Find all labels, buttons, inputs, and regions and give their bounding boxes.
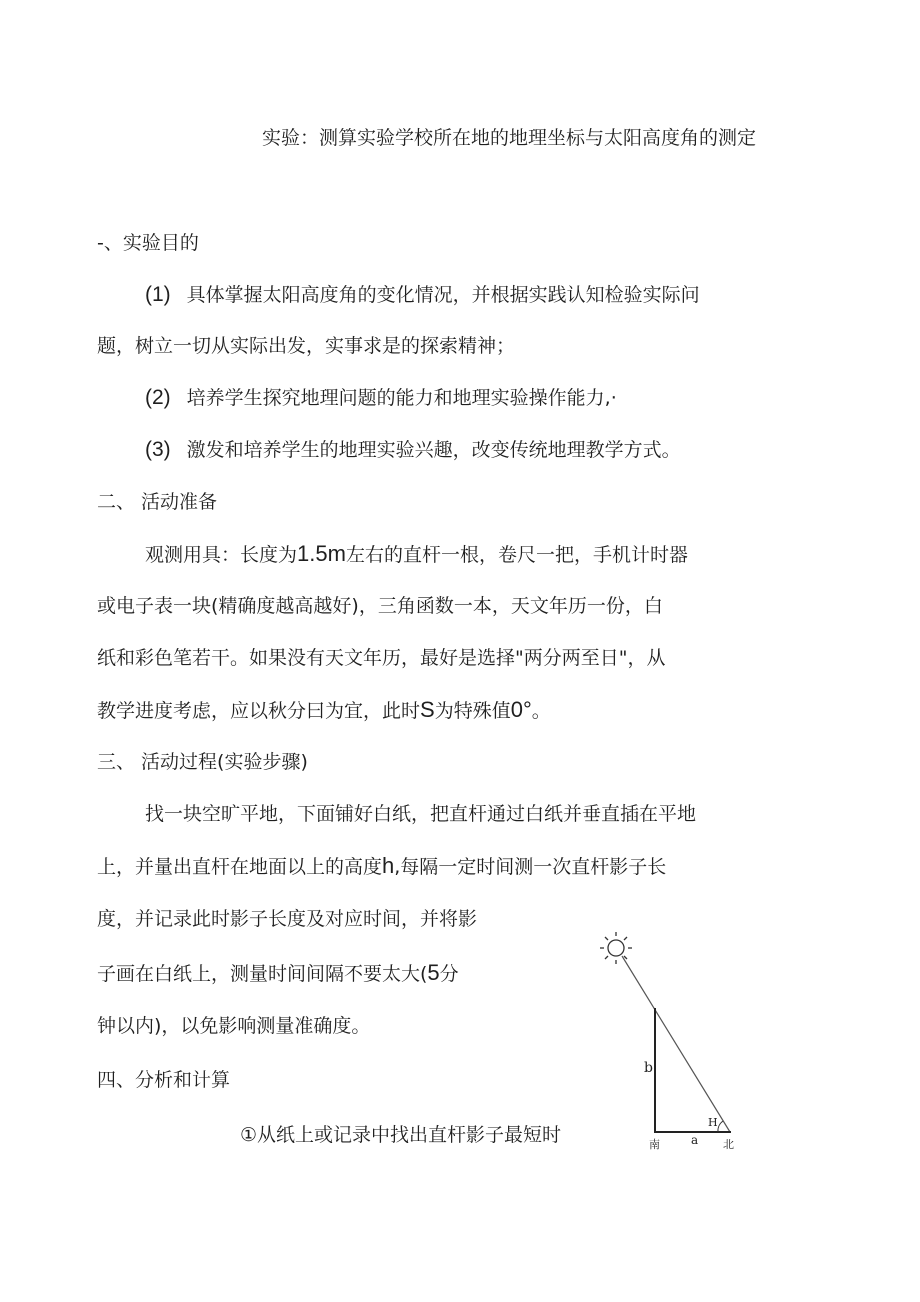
label-a: a xyxy=(691,1133,699,1147)
section3-heading: 三、 活动过程(实验步骤) xyxy=(97,751,308,773)
sun-angle-diagram xyxy=(588,926,748,1158)
label-b: b xyxy=(644,1060,653,1076)
section3-para-line4 xyxy=(97,960,459,987)
section2-para-line1 xyxy=(145,541,688,568)
interval-number: 5 xyxy=(427,960,440,985)
document-title: 实验：测算实验学校所在地的地理坐标与太阳高度角的测定 xyxy=(262,127,757,149)
interval-text-b: 分 xyxy=(439,963,459,985)
symbol-h: h xyxy=(382,853,395,878)
section2-para-line2: 或电子表一块(精确度越高越好)，三角函数一本，天文年历一份，白 xyxy=(97,595,663,617)
section2-para-line4 xyxy=(97,697,551,724)
date-text-c: 。 xyxy=(531,700,551,722)
item3-text: 激发和培养学生的地理实验兴趣，改变传统地理教学方式。 xyxy=(186,439,681,461)
section3-para-line5: 钟以内)，以免影响测量准确度。 xyxy=(97,1015,371,1037)
item3-number: (3) xyxy=(145,438,171,461)
angle-arc xyxy=(718,1121,723,1132)
date-text-a: 教学进度考虑，应以秋分曰为宜，此时 xyxy=(97,700,421,722)
item2-text: 培养学生探究地理问题的能力和地理实验操作能力,· xyxy=(186,387,617,409)
section1-item3 xyxy=(145,437,681,463)
section4-para-line1: ①从纸上或记录中找出直杆影子最短时 xyxy=(240,1124,562,1146)
height-text-a: 上，并量出直杆在地面以上的高度 xyxy=(97,856,383,878)
section1-item1-line2: 题，树立一切从实际出发，实事求是的探索精神； xyxy=(97,335,516,357)
special-value: 0° xyxy=(510,697,532,722)
label-south: 南 xyxy=(649,1138,660,1151)
height-text-b: ,每隔一定时间测一次直杆影子长 xyxy=(394,856,667,878)
section1-item2 xyxy=(145,385,617,411)
item1-number: (1) xyxy=(145,283,171,306)
sun-ray-line xyxy=(622,956,730,1132)
label-h: H xyxy=(708,1116,718,1129)
section2-para-line3: 纸和彩色笔若干。如果没有天文年历，最好是选择"两分两至日"，从 xyxy=(97,647,666,669)
section3-para-line1: 找一块空旷平地，下面铺好白纸，把直杆通过白纸并垂直插在平地 xyxy=(145,803,697,825)
tools-text-a: 观测用具：长度为 xyxy=(145,544,298,566)
tools-text-b: 左右的直杆一根，卷尺一把，手机计时器 xyxy=(345,544,688,566)
sun-icon xyxy=(600,932,632,964)
section3-para-line2 xyxy=(97,853,666,880)
section3-para-line3: 度，并记录此时影子长度及对应时间，并将影 xyxy=(97,908,478,930)
section2-heading: 二、 活动准备 xyxy=(97,491,218,513)
date-text-b: 为特殊值 xyxy=(434,700,511,722)
section1-heading: -、实验目的 xyxy=(97,232,199,254)
section1-item1-line1 xyxy=(145,282,700,308)
item1-text-a: 具体掌握太阳高度角的变化情况，并根据实践认知检验实际问 xyxy=(186,284,700,306)
section4-heading: 四、分析和计算 xyxy=(97,1069,231,1091)
item2-number: (2) xyxy=(145,386,171,409)
interval-text-a: 子画在白纸上，测量时间间隔不要太大( xyxy=(97,963,428,985)
symbol-s: S xyxy=(420,697,435,722)
label-north: 北 xyxy=(723,1138,734,1151)
pole-length: 1.5m xyxy=(297,541,346,566)
